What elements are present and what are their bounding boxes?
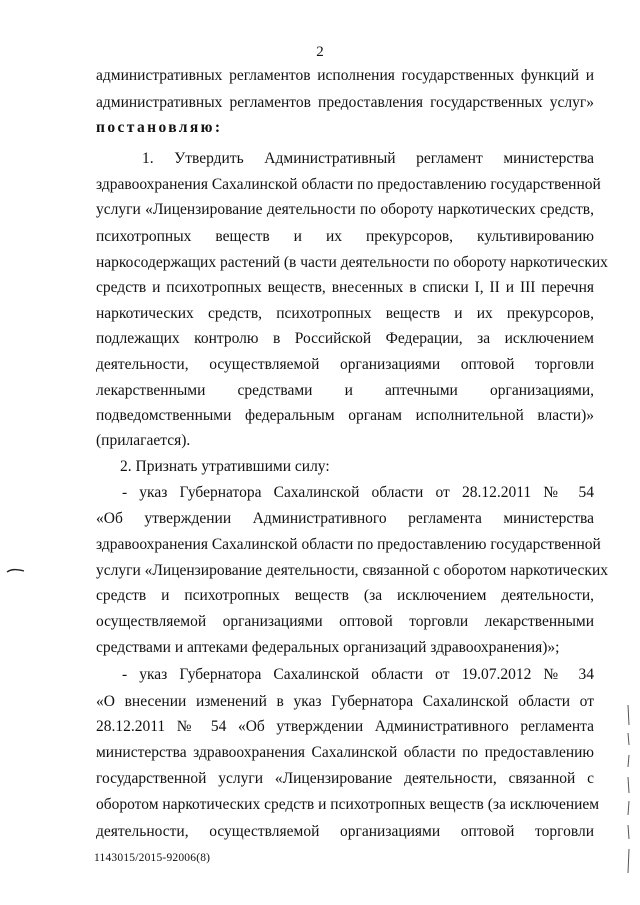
text-line: средствами и аптеками федеральных организаций здравоохранения)»; bbox=[96, 639, 560, 656]
scan-edge-marks bbox=[624, 705, 634, 875]
text-line: государственной услуги «Лицензирование деятельности, связанной с bbox=[96, 770, 594, 787]
text-line: деятельности, осуществляемой организациями оптовой торговли bbox=[96, 823, 594, 840]
text-line: деятельности, осуществляемой организациями оптовой торговли bbox=[96, 356, 594, 373]
text-line: «О внесении изменений в указ Губернатора Сахалинской области от bbox=[96, 693, 594, 710]
margin-pen-mark bbox=[6, 563, 26, 577]
text-line: подлежащих контролю в Российской Федерации, за исключением bbox=[96, 330, 594, 347]
paragraph-2-start: 2. Признать утратившими силу: bbox=[120, 458, 330, 475]
text-line: средств и психотропных веществ (за исключением деятельности, bbox=[96, 587, 594, 604]
paragraph-1-start: 1. Утвердить Административный регламент министерства bbox=[142, 150, 594, 167]
decree-heading: постановляю: bbox=[96, 119, 223, 136]
text-line: осуществляемой организациями оптовой торговли лекарственными bbox=[96, 613, 594, 630]
text-line: (прилагается). bbox=[96, 432, 191, 449]
text-line: 28.12.2011 № 54 «Об утверждении Административного регламента bbox=[96, 718, 594, 735]
text-line: лекарственными средствами и аптечными организациями, bbox=[96, 382, 594, 399]
text-line: министерства здравоохранения Сахалинской области по предоставлению bbox=[96, 744, 594, 761]
text-line: административных регламентов исполнения государственных функций и bbox=[96, 67, 594, 84]
text-line: здравоохранения Сахалинской области по предоставлению государственной bbox=[96, 536, 601, 553]
text-line: услуги «Лицензирование деятельности по обороту наркотических средств, bbox=[96, 201, 594, 218]
text-line: оборотом наркотических средств и психотропных веществ (за исключением bbox=[96, 796, 600, 813]
text-line: наркотических средств, психотропных веществ и их прекурсоров, bbox=[96, 305, 594, 322]
page-number: 2 bbox=[316, 44, 324, 60]
text-line: средств и психотропных веществ, внесенных в списки I, II и III перечня bbox=[96, 279, 594, 296]
text-line: услуги «Лицензирование деятельности, связанной с оборотом наркотических bbox=[96, 562, 608, 579]
text-line: здравоохранения Сахалинской области по предоставлению государственной bbox=[96, 176, 601, 193]
text-line: психотропных веществ и их прекурсоров, культивированию bbox=[96, 228, 594, 245]
text-line: «Об утверждении Административного регламента министерства bbox=[96, 510, 594, 527]
text-line: наркосодержащих растений (в части деятельности по обороту наркотических bbox=[96, 254, 608, 271]
text-line: подведомственными федеральным органам исполнительной власти)» bbox=[96, 407, 594, 424]
document-id-footer: 1143015/2015-92006(8) bbox=[94, 852, 211, 864]
list-item-1-start: - указ Губернатора Сахалинской области от 28.12.2011 № 54 bbox=[122, 484, 594, 501]
text-line: административных регламентов предоставления государственных услуг» bbox=[96, 94, 594, 111]
list-item-2-start: - указ Губернатора Сахалинской области от 19.07.2012 № 34 bbox=[122, 666, 594, 683]
